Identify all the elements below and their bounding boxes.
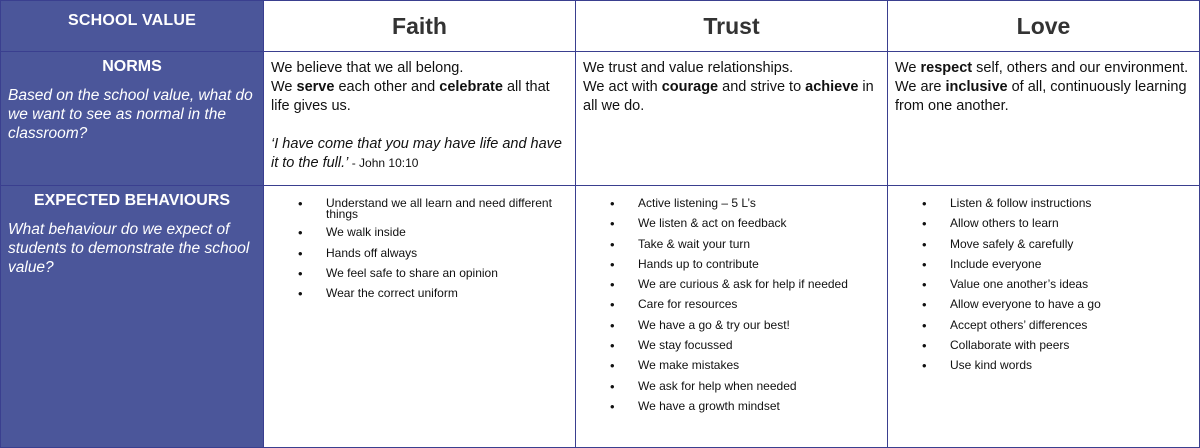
behaviour-item: • Include everyone xyxy=(888,259,1199,272)
behaviour-item: • Accept others’ differences xyxy=(888,320,1199,333)
behaviour-item: • Care for resources xyxy=(576,299,887,312)
behaviour-item: • Move safely & carefully xyxy=(888,239,1199,252)
norms-side-cell xyxy=(1,52,264,186)
behaviour-item: • Active listening – 5 L’s xyxy=(576,198,887,211)
norms-faith-cell xyxy=(264,52,576,186)
behaviour-item: • Use kind words xyxy=(888,360,1199,373)
school-value-header xyxy=(1,1,264,52)
behaviours-side-cell xyxy=(1,186,264,448)
school-value-label: SCHOOL VALUE xyxy=(67,12,197,29)
scripture-reference: - John 10:10 xyxy=(348,156,419,170)
behaviour-item: • We make mistakes xyxy=(576,360,887,373)
behaviour-item: • We feel safe to share an opinion xyxy=(264,268,575,281)
love-behaviour-list xyxy=(888,186,1199,373)
behaviours-title: EXPECTED BEHAVIOURS xyxy=(33,192,231,209)
love-norm-line1: We respect self, others and our environment. xyxy=(895,60,1189,76)
trust-norm-line2: We act with courage and strive to achieve in all we do. xyxy=(583,79,874,114)
behaviour-item: • Allow everyone to have a go xyxy=(888,299,1199,312)
norms-trust-cell xyxy=(576,52,888,186)
behaviour-item: • Listen & follow instructions xyxy=(888,198,1199,211)
norms-love-cell xyxy=(888,52,1200,186)
header-row xyxy=(1,1,1200,52)
behaviour-item: • We have a growth mindset xyxy=(576,401,887,414)
norms-title: NORMS xyxy=(102,58,162,75)
column-header-love: Love xyxy=(888,1,1200,52)
behaviour-item: • Collaborate with peers xyxy=(888,340,1199,353)
trust-norm-line1: We trust and value relationships. xyxy=(583,60,794,76)
behaviour-item: • We have a go & try our best! xyxy=(576,320,887,333)
behaviour-item: • Hands off always xyxy=(264,248,575,261)
faith-scripture-quote: ‘I have come that you may have life and have it to the full.’ - John 10:10 xyxy=(271,136,562,171)
behaviour-item: • Allow others to learn xyxy=(888,218,1199,231)
behaviour-item: • We are curious & ask for help if needed xyxy=(576,279,887,292)
behaviour-item: • Value one another’s ideas xyxy=(888,279,1199,292)
trust-behaviour-list xyxy=(576,186,887,414)
behaviour-item: • We stay focussed xyxy=(576,340,887,353)
behaviours-love-cell xyxy=(888,186,1200,448)
faith-norm-line2: We serve each other and celebrate all that life gives us. xyxy=(271,79,550,114)
behaviour-item: • Wear the correct uniform xyxy=(264,288,575,301)
faith-norm-line1: We believe that we all belong. xyxy=(271,60,464,76)
behaviour-item: • We ask for help when needed xyxy=(576,381,887,394)
behaviours-faith-cell xyxy=(264,186,576,448)
column-header-faith: Faith xyxy=(264,1,576,52)
behaviours-row xyxy=(1,186,1200,448)
love-norm-line2: We are inclusive of all, continuously learning from one another. xyxy=(895,79,1187,114)
column-header-trust: Trust xyxy=(576,1,888,52)
behaviour-item: • Hands up to contribute xyxy=(576,259,887,272)
faith-behaviour-list xyxy=(264,186,575,301)
behaviours-question: What behaviour do we expect of students to demonstrate the school value? xyxy=(8,221,250,276)
norms-row xyxy=(1,52,1200,186)
behaviours-trust-cell xyxy=(576,186,888,448)
behaviour-item: • We listen & act on feedback xyxy=(576,218,887,231)
behaviour-item: • Take & wait your turn xyxy=(576,239,887,252)
behaviour-item: • Understand we all learn and need different things xyxy=(264,198,575,220)
norms-question: Based on the school value, what do we want to see as normal in the classroom? xyxy=(8,87,253,142)
behaviour-item: • We walk inside xyxy=(264,227,575,240)
